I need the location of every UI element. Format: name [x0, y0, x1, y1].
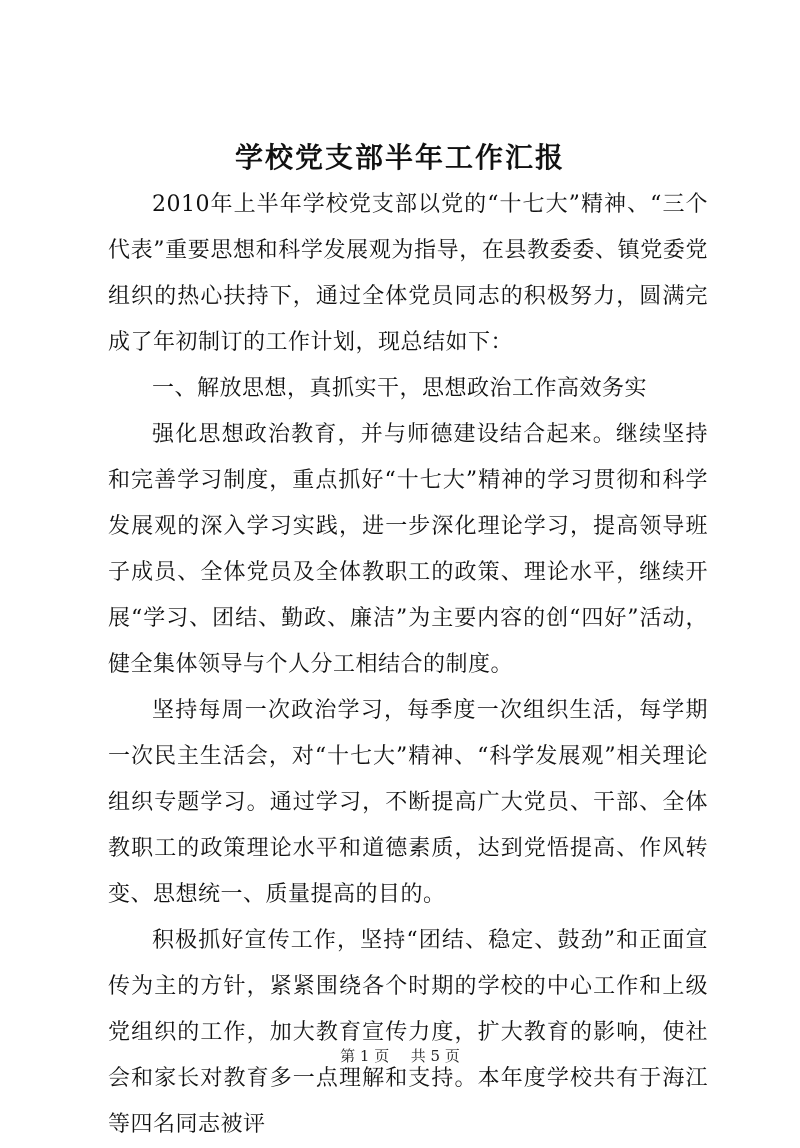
section-heading-1: 一、解放思想，真抓实干，思想政治工作高效务实: [152, 376, 648, 401]
page-title: 学校党支部半年工作汇报: [234, 141, 565, 174]
paragraph-education: 强化思想政治教育，并与师德建设结合起来。继续坚持和完善学习制度，重点抓好“十七大”精神的学习贯彻和科学发展观的深入学习实践，进一步深化理论学习，提高领导班子成员、全体党员及全体教职工的政策、理论水平，继续开展“学习、团结、勤政、廉洁”为主要内容的创“四好”活动，健全集体领导与个人分工相结合的制度。: [108, 422, 708, 677]
paragraph-study: 坚持每周一次政治学习，每季度一次组织生活，每学期一次民主生活会，对“十七大”精神、“科学发展观”相关理论组织专题学习。通过学习，不断提高广大党员、干部、全体教职工的政策理论水平和道德素质，达到党悟提高、作风转变、思想统一、质量提高的目的。: [108, 698, 708, 907]
page-footer: [0, 1046, 800, 1066]
paragraph-publicity: 积极抓好宣传工作，坚持“团结、稳定、鼓劲”和正面宣传为主的方针，紧紧围绕各个时期的学校的中心工作和上级党组织的工作，加大教育宣传力度，扩大教育的影响，使社会和家长对教育多一点理解和支持。本年度学校共有于海江等四名同志被评: [108, 928, 708, 1137]
paragraph-intro: 2010年上半年学校党支部以党的“十七大”精神、“三个代表”重要思想和科学发展观为指导，在县教委委、镇党委党组织的热心扶持下，通过全体党员同志的积极努力，圆满完成了年初制订的工作计划，现总结如下：: [108, 192, 708, 355]
page-total: 共 5 页: [410, 1047, 460, 1065]
page-number: 第 1 页: [340, 1047, 390, 1065]
document-body: [108, 182, 708, 1148]
